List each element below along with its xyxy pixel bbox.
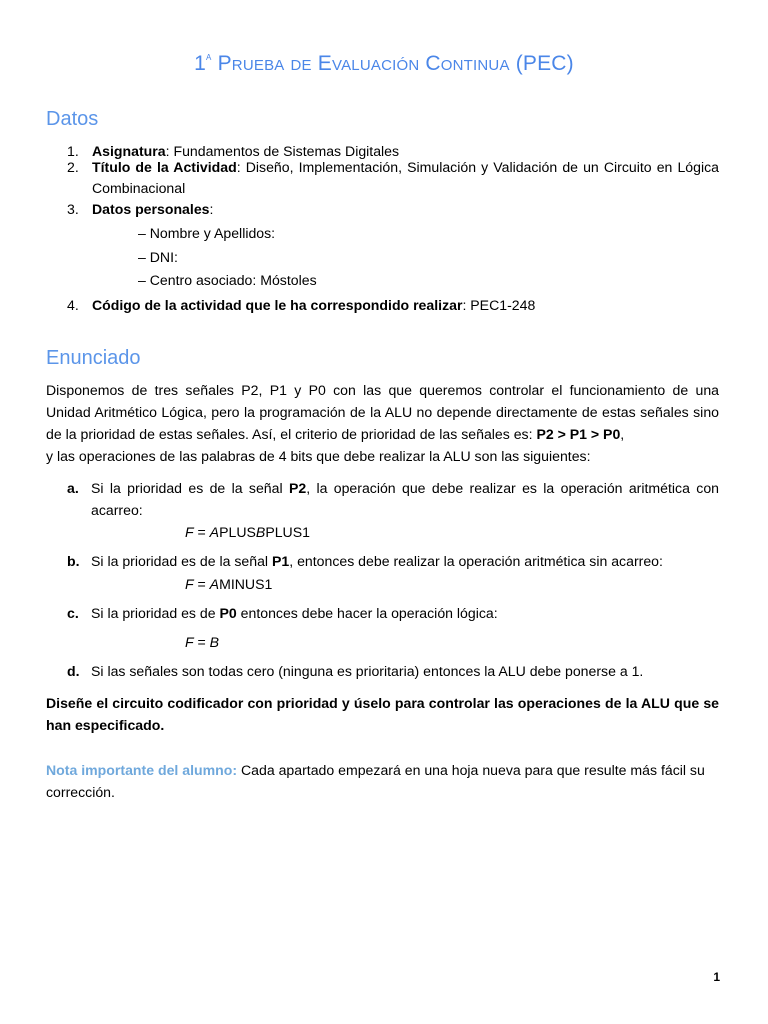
enunciado-line-3 bbox=[46, 424, 624, 445]
item-a-signal: P2 bbox=[288, 480, 307, 496]
page-number: 1 bbox=[713, 970, 720, 984]
datos-item-2-continuation: Combinacional bbox=[92, 180, 186, 196]
item-a-continuation: acarreo: bbox=[91, 502, 143, 518]
item-b-letter: b. bbox=[67, 553, 80, 569]
item-c-pre: Si la prioridad es de bbox=[91, 605, 220, 621]
item-b-post: , entonces debe realizar la operación aritmética sin acarreo: bbox=[289, 553, 663, 569]
datos-item-4 bbox=[92, 295, 535, 316]
datos-item-3-label: Datos personales bbox=[92, 201, 210, 217]
note-continuation: corrección. bbox=[46, 784, 115, 800]
eq-a-equals: = bbox=[193, 524, 210, 540]
personal-centro-field: – Centro asociado: Móstoles bbox=[138, 272, 317, 288]
item-d-text: Si las señales son todas cero (ninguna es prioritaria) entonces la ALU debe ponerse a 1. bbox=[91, 663, 644, 679]
item-c-letter: c. bbox=[67, 605, 79, 621]
datos-item-4-number: 4. bbox=[67, 297, 79, 313]
enunciado-line-4: y las operaciones de las palabras de 4 bits que debe realizar la ALU son las siguientes: bbox=[46, 448, 591, 464]
item-b-pre: Si la prioridad es de la señal bbox=[91, 553, 272, 569]
datos-item-1-label: Asignatura bbox=[92, 143, 166, 159]
task-line-1: Diseñe el circuito codificador con prioridad y úselo para controlar las operaciones de la ALU que se bbox=[46, 695, 719, 711]
item-a-pre: Si la prioridad es de la señal bbox=[91, 480, 289, 496]
item-a-text bbox=[91, 478, 719, 499]
item-d-letter: d. bbox=[67, 663, 80, 679]
item-c-post: entonces debe hacer la operación lógica: bbox=[236, 605, 498, 621]
student-note bbox=[46, 760, 705, 781]
eq-a-b: B bbox=[255, 524, 266, 540]
item-c-signal: P0 bbox=[219, 605, 237, 621]
datos-heading: Datos bbox=[46, 108, 99, 130]
item-a-equation bbox=[185, 522, 310, 543]
item-b-text bbox=[91, 551, 663, 572]
datos-item-2 bbox=[92, 157, 719, 178]
priority-order: P2 > P1 > P0 bbox=[536, 426, 621, 442]
datos-item-3-number: 3. bbox=[67, 201, 79, 217]
eq-b-equals: = bbox=[193, 576, 210, 592]
title-text: Prueba de Evaluación Continua (PEC) bbox=[217, 52, 574, 75]
eq-b-a: A bbox=[209, 576, 220, 592]
datos-item-2-text: : Diseño, Implementación, Simulación y Validación de un Circuito en Lógica bbox=[236, 159, 719, 175]
item-c-text bbox=[91, 603, 498, 624]
enunciado-line-3-text: de la prioridad de estas señales. Así, el criterio de prioridad de las señales es: bbox=[46, 426, 537, 442]
datos-item-4-label: Código de la actividad que le ha correspondido realizar bbox=[92, 297, 463, 313]
item-c-equation bbox=[185, 632, 219, 653]
eq-b-f: F bbox=[185, 576, 194, 592]
eq-c-equals: = bbox=[193, 634, 210, 650]
title-number: 1 bbox=[194, 52, 206, 75]
page-title bbox=[0, 52, 768, 76]
enunciado-heading: Enunciado bbox=[46, 347, 141, 369]
eq-c-b: B bbox=[209, 634, 220, 650]
eq-c-f: F bbox=[185, 634, 194, 650]
item-a-letter: a. bbox=[67, 480, 79, 496]
eq-a-a: A bbox=[209, 524, 220, 540]
item-b-signal: P1 bbox=[271, 553, 290, 569]
eq-a-f: F bbox=[185, 524, 194, 540]
item-b-equation bbox=[185, 574, 272, 595]
item-a-post: , la operación que debe realizar es la operación aritmética con bbox=[306, 480, 719, 496]
note-label: Nota importante del alumno: bbox=[46, 762, 238, 778]
enunciado-line-2: Unidad Aritmético Lógica, pero la programación de la ALU no depende directamente de estas señales sino bbox=[46, 404, 719, 420]
datos-item-1-text: : Fundamentos de Sistemas Digitales bbox=[165, 143, 400, 159]
personal-dni-field: – DNI: bbox=[138, 249, 178, 265]
title-superscript: a bbox=[206, 51, 212, 63]
personal-name-field: – Nombre y Apellidos: bbox=[138, 225, 276, 241]
task-line-2: han especificado. bbox=[46, 717, 165, 733]
datos-item-3-text: : bbox=[209, 201, 214, 217]
enunciado-line-1: Disponemos de tres señales P2, P1 y P0 con las que queremos controlar el funcionamiento de una bbox=[46, 382, 719, 398]
datos-item-2-label: Título de la Actividad bbox=[92, 159, 237, 175]
datos-item-2-number: 2. bbox=[67, 159, 79, 175]
enunciado-line-3-end: , bbox=[620, 426, 625, 442]
datos-item-4-text: : PEC1-248 bbox=[462, 297, 536, 313]
datos-item-3 bbox=[92, 199, 213, 220]
datos-item-1-number: 1. bbox=[67, 143, 79, 159]
eq-b-minus1: MINUS1 bbox=[219, 576, 273, 592]
note-text: Cada apartado empezará en una hoja nueva para que resulte más fácil su bbox=[237, 762, 705, 778]
eq-a-plus: PLUS bbox=[219, 524, 256, 540]
eq-a-plus1: PLUS1 bbox=[265, 524, 310, 540]
